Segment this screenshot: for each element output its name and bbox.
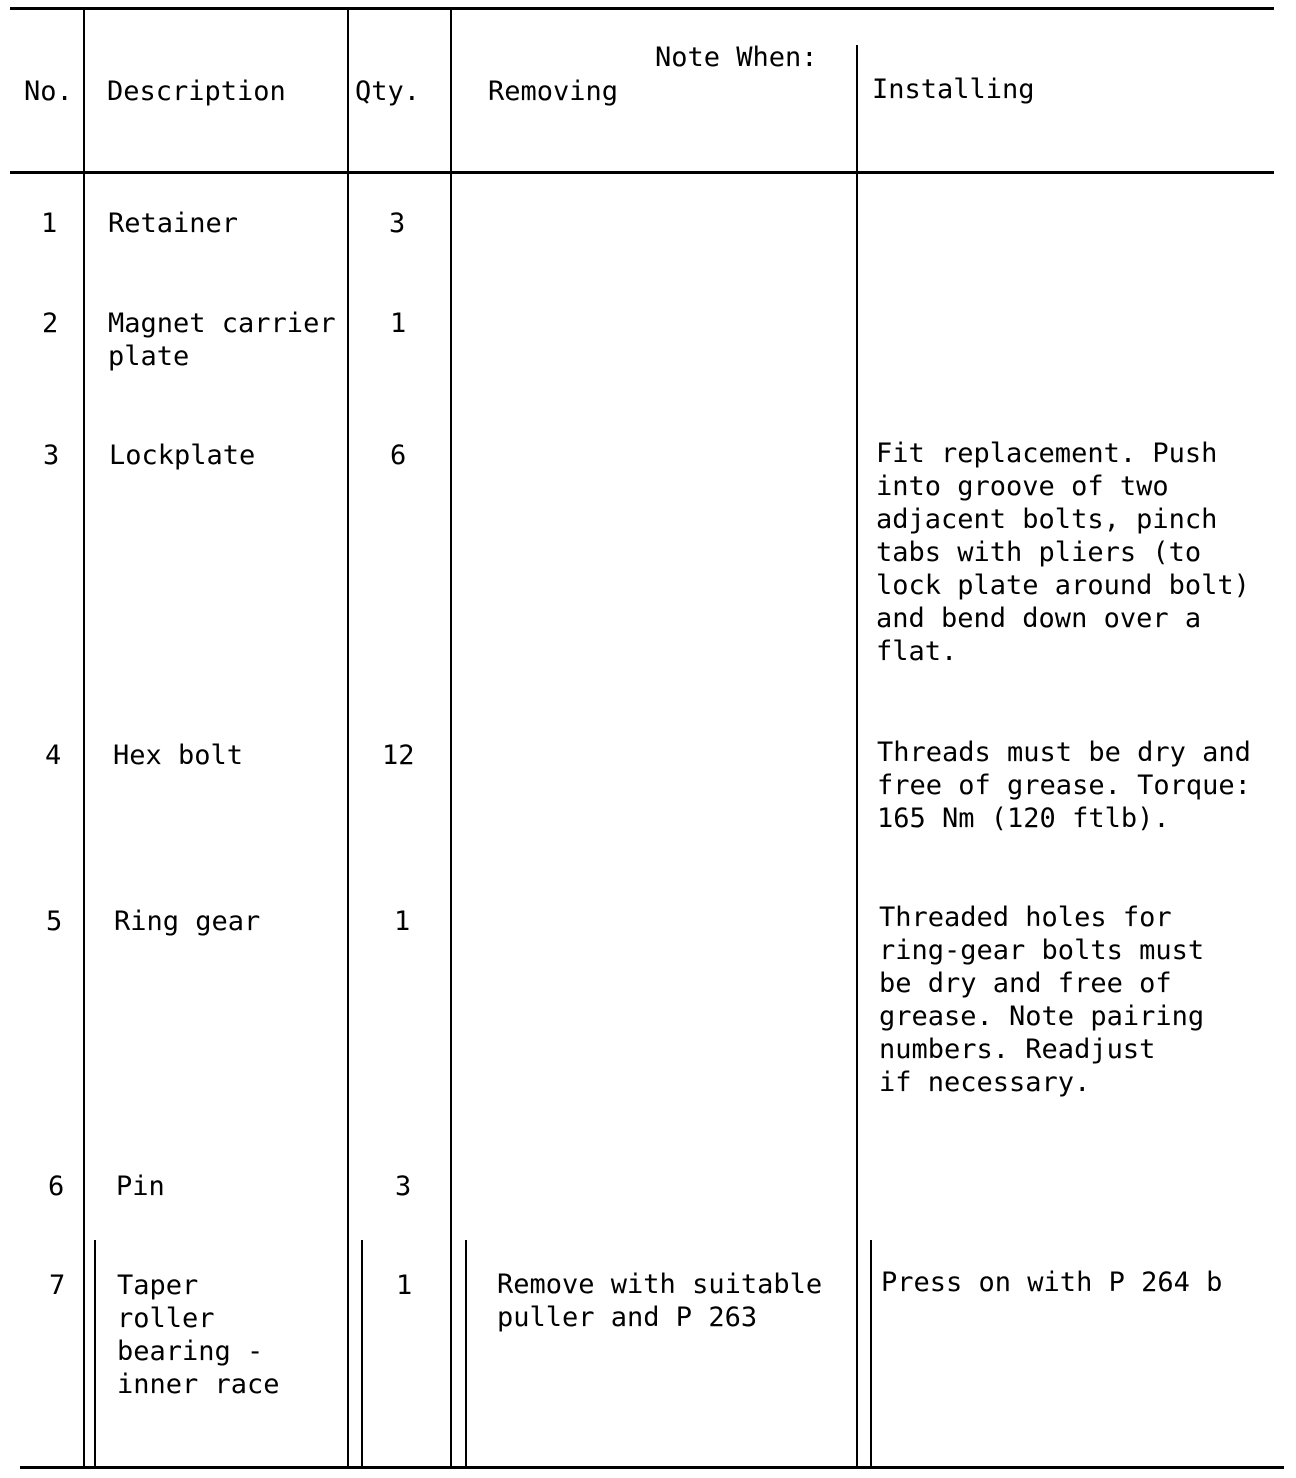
row-6-qty: 3 (395, 1171, 412, 1202)
row-7-removing: Remove with suitable puller and P 263 (497, 1269, 823, 1333)
row-1-description: Retainer (108, 208, 239, 239)
row-2-qty: 1 (390, 308, 407, 339)
row-5-qty: 1 (394, 906, 411, 937)
table-bottom-rule (20, 1466, 1284, 1469)
column-divider-description-lower (361, 1240, 363, 1468)
row-2-description: Magnet carrier plate (108, 308, 336, 372)
row-4-no: 4 (45, 740, 62, 771)
row-6-no: 6 (48, 1171, 65, 1202)
row-4-description: Hex bolt (113, 740, 244, 771)
row-1-no: 1 (41, 208, 58, 239)
header-installing: Installing (872, 74, 1035, 105)
row-7-no: 7 (49, 1270, 66, 1301)
row-6-description: Pin (116, 1171, 165, 1202)
column-divider-no-lower (94, 1240, 96, 1468)
table-top-rule (10, 7, 1274, 10)
header-description: Description (107, 76, 286, 107)
header-no: No. (24, 76, 73, 107)
row-5-description: Ring gear (114, 906, 261, 937)
column-divider-qty (450, 9, 452, 1468)
header-qty: Qty. (355, 76, 421, 107)
row-5-installing: Threaded holes for ring-gear bolts must be dry and free of grease. Note pairing numbers. Readjust if necessary. (879, 902, 1205, 1098)
row-5-no: 5 (46, 906, 63, 937)
column-divider-removing (856, 45, 858, 1468)
column-divider-qty-lower (465, 1240, 467, 1468)
header-note-when: Note When: (655, 42, 818, 73)
row-3-no: 3 (43, 440, 60, 471)
row-4-qty: 12 (382, 740, 415, 771)
row-3-qty: 6 (390, 440, 407, 471)
row-4-installing: Threads must be dry and free of grease. Torque: 165 Nm (120 ftlb). (877, 737, 1251, 834)
header-bottom-rule (10, 171, 1274, 174)
row-3-description: Lockplate (109, 440, 256, 471)
row-7-qty: 1 (396, 1270, 413, 1301)
row-7-installing: Press on with P 264 b (881, 1267, 1223, 1298)
row-1-qty: 3 (389, 208, 406, 239)
column-divider-no (83, 9, 85, 1468)
row-2-no: 2 (42, 308, 59, 339)
column-divider-removing-lower (870, 1240, 872, 1468)
column-divider-description (347, 9, 349, 1468)
header-removing: Removing (488, 76, 619, 107)
row-3-installing: Fit replacement. Push into groove of two adjacent bolts, pinch tabs with pliers (to lock plate around bolt) and bend down over a flat. (876, 438, 1250, 667)
row-7-description: Taper roller bearing - inner race (117, 1270, 280, 1400)
